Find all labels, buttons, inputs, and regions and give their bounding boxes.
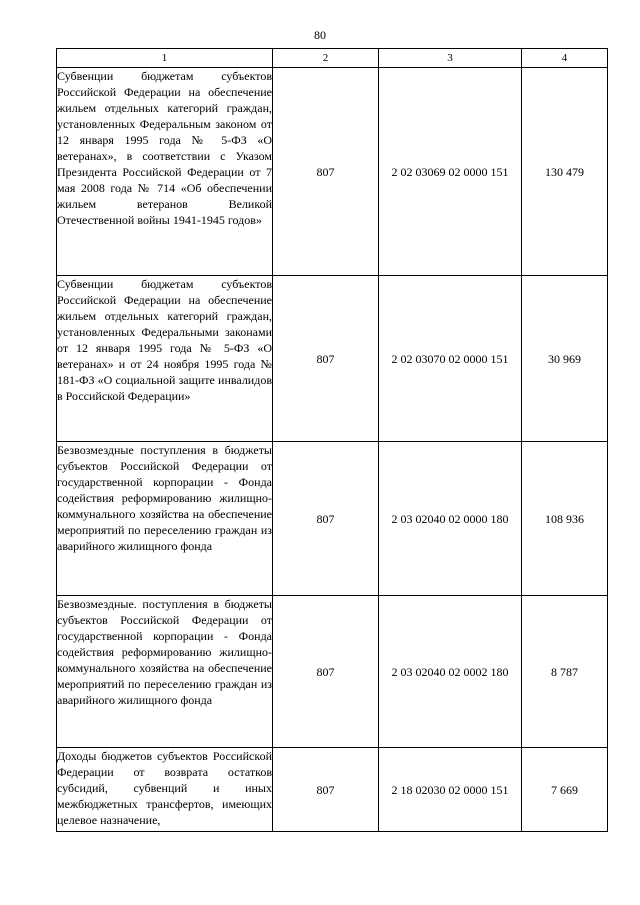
table-body — [57, 68, 608, 832]
budget-classification-code-cell: 2 03 02040 02 0002 180 — [379, 596, 522, 748]
table-header-row — [57, 49, 608, 68]
amount-cell: 8 787 — [522, 596, 608, 748]
amount-cell: 108 936 — [522, 442, 608, 596]
table-row — [57, 276, 608, 442]
administrator-code-cell: 807 — [273, 442, 379, 596]
table-row — [57, 442, 608, 596]
column-header-1: 1 — [57, 49, 273, 68]
table-row — [57, 68, 608, 276]
amount-cell: 130 479 — [522, 68, 608, 276]
table-row — [57, 596, 608, 748]
income-description-cell: Субвенции бюджетам субъектов Российской Федерации на обеспечение жильем отдельных категорий граждан, установленных Федеральным законом от 12 января 1995 года № 5-ФЗ «О ветеранах», в соответствии с Указом Президента Российской Федерации от 7 мая 2008 года № 714 «Об обеспечении жильем ветеранов Великой Отечественной войны 1941-1945 годов» — [57, 68, 273, 276]
administrator-code-cell: 807 — [273, 276, 379, 442]
budget-classification-code-cell: 2 02 03070 02 0000 151 — [379, 276, 522, 442]
budget-classification-code-cell: 2 18 02030 02 0000 151 — [379, 748, 522, 832]
administrator-code-cell: 807 — [273, 68, 379, 276]
income-description-cell: Безвозмездные поступления в бюджеты субъектов Российской Федерации от государственной корпорации - Фонда содействия реформированию жилищно-коммунального хозяйства на обеспечение мероприятий по переселению граждан из аварийного жилищного фонда — [57, 442, 273, 596]
administrator-code-cell: 807 — [273, 748, 379, 832]
income-description-cell: Субвенции бюджетам субъектов Российской Федерации на обеспечение жильем отдельных категорий граждан, установленных Федеральными законами от 12 января 1995 года № 5-ФЗ «О ветеранах» и от 24 ноября 1995 года № 181-ФЗ «О социальной защите инвалидов в Российской Федерации» — [57, 276, 273, 442]
table-row — [57, 748, 608, 832]
budget-classification-code-cell: 2 02 03069 02 0000 151 — [379, 68, 522, 276]
income-description-cell: Безвозмездные. поступления в бюджеты субъектов Российской Федерации от государственной корпорации - Фонда содействия реформированию жилищно-коммунального хозяйства на обеспечение мероприятий по переселению граждан из аварийного жилищного фонда — [57, 596, 273, 748]
amount-cell: 7 669 — [522, 748, 608, 832]
column-header-2: 2 — [273, 49, 379, 68]
page-number: 80 — [314, 28, 326, 42]
income-description-cell: Доходы бюджетов субъектов Российской Федерации от возврата остатков субсидий, субвенций и иных межбюджетных трансфертов, имеющих целевое назначение, — [57, 748, 273, 832]
column-header-3: 3 — [379, 49, 522, 68]
administrator-code-cell: 807 — [273, 596, 379, 748]
table-header — [57, 49, 608, 68]
budget-classification-code-cell: 2 03 02040 02 0000 180 — [379, 442, 522, 596]
column-header-4: 4 — [522, 49, 608, 68]
amount-cell: 30 969 — [522, 276, 608, 442]
income-table — [56, 48, 608, 832]
